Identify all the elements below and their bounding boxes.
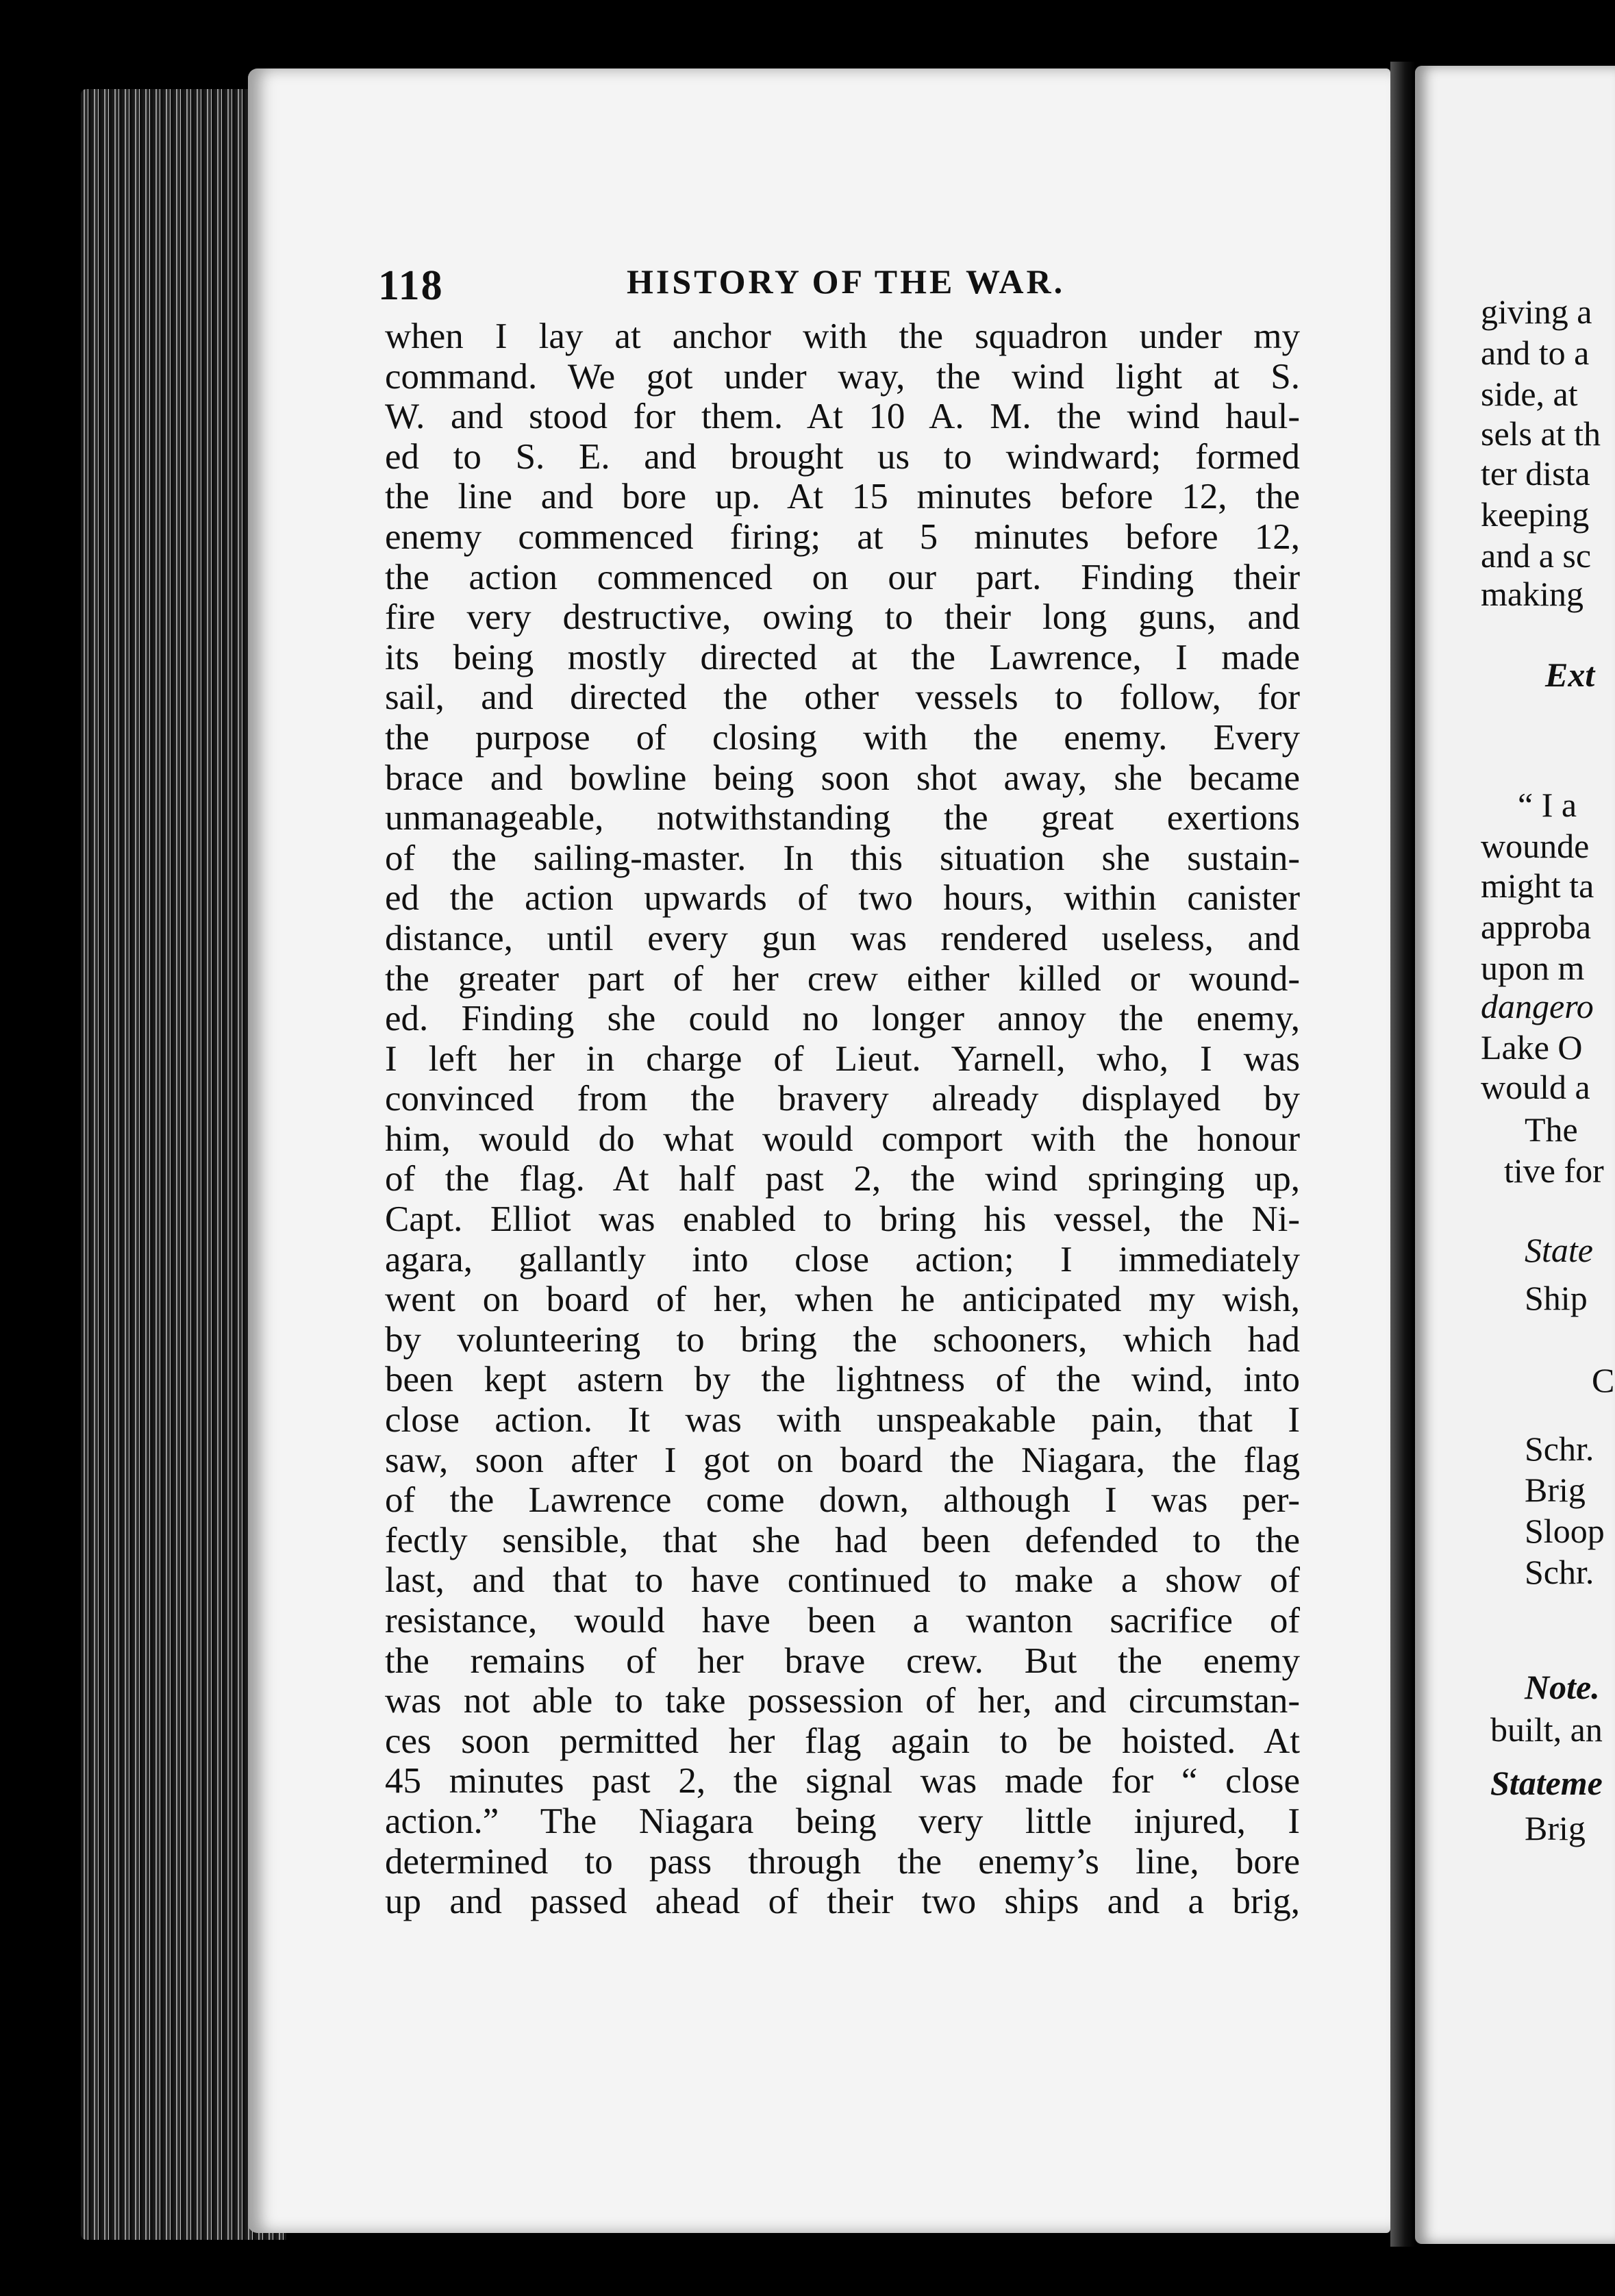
text-line: tive for bbox=[1504, 1151, 1604, 1190]
text-line: of the sailing-master. In this situation she sustain- bbox=[385, 838, 1300, 878]
text-line: ter dista bbox=[1481, 454, 1590, 492]
text-line: C bbox=[1592, 1361, 1615, 1399]
text-line: ces soon permitted her flag again to be hoisted. At bbox=[385, 1721, 1300, 1761]
body-text bbox=[385, 316, 1300, 1922]
text-line: ed to S. E. and brought us to windward; formed bbox=[385, 436, 1300, 477]
text-line: Brig bbox=[1525, 1809, 1586, 1847]
text-line: him, would do what would comport with the honour bbox=[385, 1119, 1300, 1159]
text-line: fectly sensible, that she had been defended to the bbox=[385, 1520, 1300, 1560]
text-line: up and passed ahead of their two ships and a brig, bbox=[385, 1882, 1300, 1922]
text-line: The bbox=[1525, 1110, 1578, 1149]
text-line: been kept astern by the lightness of the wind, into bbox=[385, 1360, 1300, 1400]
text-line: Schr. bbox=[1525, 1430, 1594, 1468]
text-line: State bbox=[1525, 1231, 1593, 1269]
text-line: 45 minutes past 2, the signal was made for “ close bbox=[385, 1761, 1300, 1801]
text-line: the line and bore up. At 15 minutes before 12, the bbox=[385, 477, 1300, 517]
text-line: the greater part of her crew either killed or wound- bbox=[385, 958, 1300, 999]
text-line: giving a bbox=[1481, 292, 1592, 331]
text-line: the action commenced on our part. Finding their bbox=[385, 557, 1300, 597]
text-line: would a bbox=[1481, 1068, 1590, 1106]
text-line: sail, and directed the other vessels to follow, for bbox=[385, 677, 1300, 718]
text-line: ed. Finding she could no longer annoy the enemy, bbox=[385, 999, 1300, 1039]
text-line: keeping bbox=[1481, 495, 1590, 534]
text-line: when I lay at anchor with the squadron under my bbox=[385, 316, 1300, 356]
text-line: the purpose of closing with the enemy. Every bbox=[385, 717, 1300, 758]
text-line: its being mostly directed at the Lawrence, I made bbox=[385, 637, 1300, 677]
text-line: agara, gallantly into close action; I immediately bbox=[385, 1239, 1300, 1280]
text-line: I left her in charge of Lieut. Yarnell, who, I was bbox=[385, 1038, 1300, 1079]
text-line: wounde bbox=[1481, 827, 1590, 865]
text-line: Note. bbox=[1525, 1668, 1600, 1706]
text-line: sels at th bbox=[1481, 414, 1601, 453]
text-line: making bbox=[1481, 575, 1583, 613]
text-line: built, an bbox=[1490, 1710, 1603, 1749]
text-line: brace and bowline being soon shot away, she became bbox=[385, 758, 1300, 798]
text-line: last, and that to have continued to make a show of bbox=[385, 1560, 1300, 1601]
text-line: ed the action upwards of two hours, within canister bbox=[385, 878, 1300, 919]
text-line: unmanageable, notwithstanding the great exertions bbox=[385, 798, 1300, 838]
text-line: went on board of her, when he anticipated my wish, bbox=[385, 1280, 1300, 1320]
text-line: Lake O bbox=[1481, 1028, 1583, 1066]
text-line: Schr. bbox=[1525, 1553, 1594, 1591]
text-line: was not able to take possession of her, and circumstan- bbox=[385, 1681, 1300, 1721]
text-line: resistance, would have been a wanton sacrifice of bbox=[385, 1601, 1300, 1640]
right-page-text bbox=[1415, 66, 1615, 2244]
text-line: and a sc bbox=[1481, 536, 1592, 575]
text-line: command. We got under way, the wind light at S. bbox=[385, 356, 1300, 397]
text-line: saw, soon after I got on board the Niagara, the flag bbox=[385, 1440, 1300, 1480]
text-line: by volunteering to bring the schooners, which had bbox=[385, 1319, 1300, 1360]
text-line: Ext bbox=[1545, 656, 1595, 694]
text-line: of the flag. At half past 2, the wind springing up, bbox=[385, 1159, 1300, 1199]
text-line: Capt. Elliot was enabled to bring his vessel, the Ni- bbox=[385, 1199, 1300, 1240]
text-line: of the Lawrence come down, although I was per- bbox=[385, 1480, 1300, 1521]
text-line: Ship bbox=[1525, 1279, 1588, 1317]
page-number: 118 bbox=[378, 262, 444, 309]
text-line: convinced from the bravery already displayed by bbox=[385, 1079, 1300, 1119]
text-line: side, at bbox=[1481, 375, 1578, 413]
text-line: approba bbox=[1481, 908, 1592, 946]
book-gutter bbox=[1390, 62, 1415, 2247]
text-line: might ta bbox=[1481, 866, 1594, 905]
text-line: the remains of her brave crew. But the enemy bbox=[385, 1640, 1300, 1681]
text-line: W. and stood for them. At 10 A. M. the wind haul- bbox=[385, 397, 1300, 437]
text-line: dangero bbox=[1481, 987, 1594, 1025]
text-line: determined to pass through the enemy’s line, bore bbox=[385, 1841, 1300, 1882]
text-line: and to a bbox=[1481, 334, 1590, 372]
text-line: Sloop bbox=[1525, 1512, 1605, 1550]
text-line: distance, until every gun was rendered useless, and bbox=[385, 918, 1300, 958]
text-line: Stateme bbox=[1490, 1764, 1603, 1802]
text-line: “ I a bbox=[1518, 786, 1577, 824]
text-line: fire very destructive, owing to their long guns, and bbox=[385, 597, 1300, 638]
right-page-fragment bbox=[1415, 66, 1615, 2244]
text-line: action.” The Niagara being very little injured, I bbox=[385, 1801, 1300, 1841]
text-line: enemy commenced firing; at 5 minutes before 12, bbox=[385, 516, 1300, 557]
text-line: upon m bbox=[1481, 949, 1585, 987]
text-line: close action. It was with unspeakable pain, that I bbox=[385, 1400, 1300, 1440]
running-head: HISTORY OF THE WAR. bbox=[627, 262, 1066, 301]
text-line: Brig bbox=[1525, 1471, 1586, 1509]
